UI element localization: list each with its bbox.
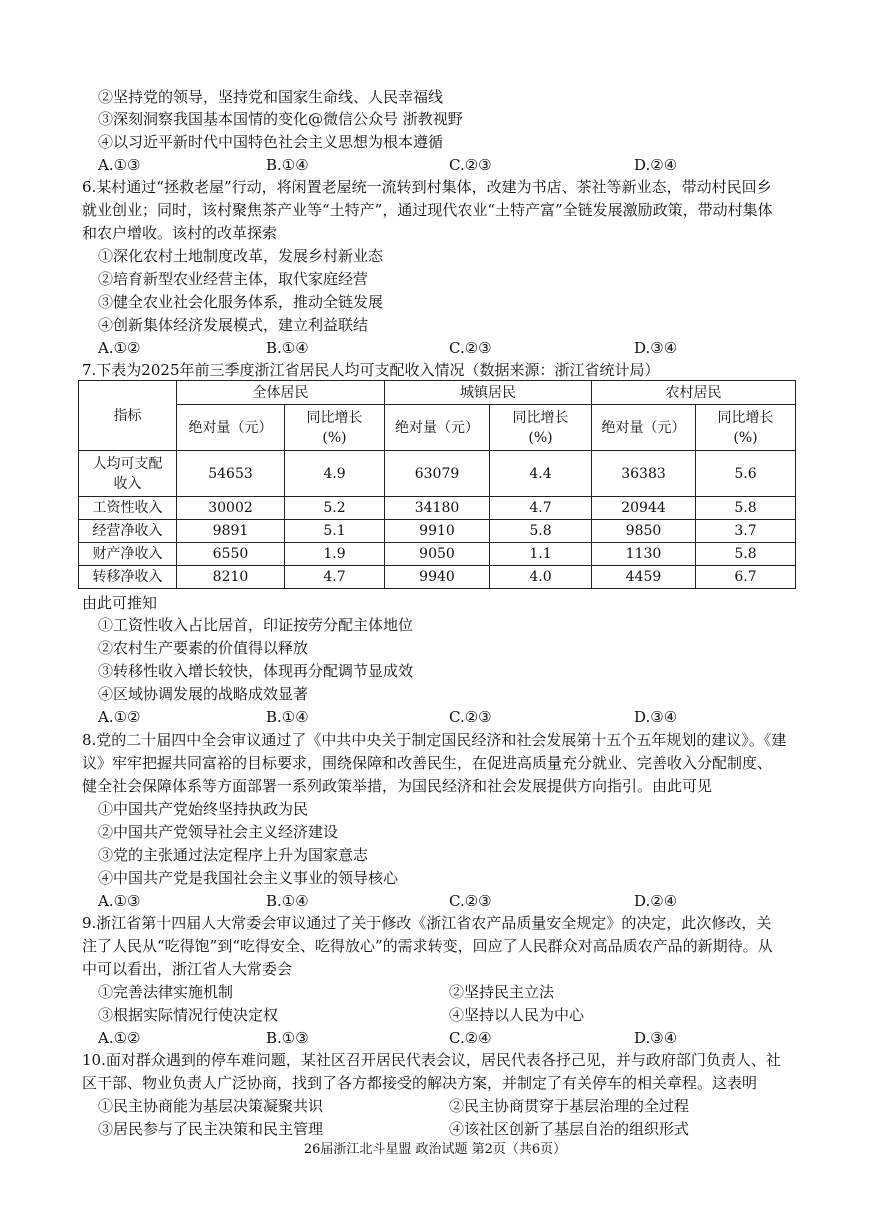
option-item: ③深刻洞察我国基本国情的变化@微信公众号 浙教视野 (98, 110, 463, 128)
table-cell: 4459 (592, 566, 696, 589)
choice-c: C.②③ (449, 708, 492, 726)
choice-b: B.①④ (266, 156, 309, 174)
table-cell: 9891 (177, 520, 285, 543)
option-item: ④中国共产党是我国社会主义事业的领导核心 (98, 869, 399, 887)
table-subheader-growth: 同比增长 (%) (490, 405, 592, 451)
table-cell: 30002 (177, 497, 285, 520)
table-cell: 4.4 (490, 451, 592, 497)
table-group-header: 城镇居民 (385, 381, 592, 405)
option-item: ②民主协商贯穿于基层治理的全过程 (449, 1097, 690, 1115)
option-item: ④坚持以人民为中心 (449, 1006, 585, 1024)
table-row-label: 工资性收入 (79, 497, 177, 520)
question-6-stem: 6.某村通过“拯救老屋”行动，将闲置老屋统一流转到村集体，改建为书店、茶社等新业态，带动村民回乡 (82, 178, 772, 196)
choice-b: B.①④ (266, 892, 309, 910)
question-9-stem: 注了人民从“吃得饱”到“吃得安全、吃得放心”的需求转变，回应了人民群众对高品质农产品的新期待。从 (82, 937, 773, 955)
option-item: ①深化农村土地制度改革，发展乡村新业态 (98, 247, 384, 265)
choice-a: A.①② (98, 1029, 141, 1047)
question-6-stem: 就业创业；同时，该村聚焦茶产业等“土特产”，通过现代农业“土特产富”全链发展激励政策，带动村集体 (82, 201, 773, 219)
table-cell: 4.7 (490, 497, 592, 520)
table-row-label: 转移净收入 (79, 566, 177, 589)
option-item: ③居民参与了民主决策和民主管理 (98, 1120, 324, 1138)
table-row-label: 经营净收入 (79, 520, 177, 543)
table-cell: 4.9 (285, 451, 385, 497)
option-item: ④区域协调发展的战略成效显著 (98, 685, 309, 703)
table-subheader-abs: 绝对量（元） (592, 405, 696, 451)
option-item: ③党的主张通过法定程序上升为国家意志 (98, 846, 369, 864)
table-group-header: 农村居民 (592, 381, 796, 405)
table-row (79, 543, 796, 566)
option-item: ③根据实际情况行使决定权 (98, 1006, 279, 1024)
question-10-stem: 区干部、物业负责人广泛协商，找到了各方都接受的解决方案，并制定了有关停车的相关章程。这表明 (82, 1074, 758, 1092)
option-item: ②培育新型农业经营主体，取代家庭经营 (98, 270, 369, 288)
table-cell: 5.8 (696, 497, 796, 520)
choice-c: C.②③ (449, 892, 492, 910)
table-cell: 3.7 (696, 520, 796, 543)
question-7-stem: 7.下表为2025年前三季度浙江省居民人均可支配收入情况（数据来源：浙江省统计局） (82, 361, 660, 379)
option-item: ①中国共产党始终坚持执政为民 (98, 800, 309, 818)
table-cell: 9910 (385, 520, 490, 543)
option-item: ②中国共产党领导社会主义经济建设 (98, 823, 339, 841)
table-row (79, 520, 796, 543)
table-subheader-abs: 绝对量（元） (385, 405, 490, 451)
choice-d: D.③④ (634, 708, 678, 726)
table-cell: 4.0 (490, 566, 592, 589)
option-item: ②坚持民主立法 (449, 983, 555, 1001)
table-cell: 5.8 (490, 520, 592, 543)
question-9-stem: 9.浙江省第十四届人大常委会审议通过了关于修改《浙江省农产品质量安全规定》的决定，此次修改，关 (82, 914, 772, 932)
question-10-stem: 10.面对群众遇到的停车难问题，某社区召开居民代表会议，居民代表各抒己见，并与政府部门负责人、社 (82, 1051, 781, 1069)
table-row (79, 451, 796, 497)
choice-a: A.①② (98, 708, 141, 726)
question-6-stem: 和农户增收。该村的改革探索 (82, 224, 278, 242)
choice-b: B.①③ (266, 1029, 309, 1047)
table-cell: 20944 (592, 497, 696, 520)
choice-d: D.②④ (634, 892, 678, 910)
table-cell: 8210 (177, 566, 285, 589)
table-cell: 5.1 (285, 520, 385, 543)
option-item: ①工资性收入占比居首，印证按劳分配主体地位 (98, 616, 414, 634)
option-item: ③健全农业社会化服务体系，推动全链发展 (98, 293, 384, 311)
choice-a: A.①③ (98, 892, 141, 910)
question-7-lead: 由此可推知 (82, 594, 158, 612)
choice-d: D.②④ (634, 156, 678, 174)
option-item: ①完善法律实施机制 (98, 983, 234, 1001)
option-item: ④以习近平新时代中国特色社会主义思想为根本遵循 (98, 133, 444, 151)
table-cell: 9850 (592, 520, 696, 543)
question-8-stem: 健全社会保障体系等方面部署一系列政策举措，为国民经济和社会发展提供方向指引。由此可见 (82, 777, 713, 795)
choice-a: A.①② (98, 339, 141, 357)
table-cell: 4.7 (285, 566, 385, 589)
table-header-indicator: 指标 (79, 381, 177, 451)
table-cell: 36383 (592, 451, 696, 497)
table-cell: 5.6 (696, 451, 796, 497)
choice-b: B.①④ (266, 339, 309, 357)
choice-a: A.①③ (98, 156, 141, 174)
option-item: ④创新集体经济发展模式，建立利益联结 (98, 316, 369, 334)
table-subheader-abs: 绝对量（元） (177, 405, 285, 451)
table-group-header: 全体居民 (177, 381, 385, 405)
table-row (79, 497, 796, 520)
option-item: ①民主协商能为基层决策凝聚共识 (98, 1097, 324, 1115)
choice-b: B.①④ (266, 708, 309, 726)
choice-c: C.②③ (449, 339, 492, 357)
table-row-label: 财产净收入 (79, 543, 177, 566)
table-cell: 5.2 (285, 497, 385, 520)
choice-d: D.③④ (634, 1029, 678, 1047)
question-9-stem: 中可以看出，浙江省人大常委会 (82, 960, 293, 978)
table-cell: 1.1 (490, 543, 592, 566)
table-subheader-growth: 同比增长 (%) (285, 405, 385, 451)
page-footer: 26届浙江北斗星盟 政治试题 第2页（共6页） (303, 1142, 567, 1157)
table-cell: 54653 (177, 451, 285, 497)
table-row-label: 人均可支配 收入 (79, 451, 177, 497)
choice-d: D.③④ (634, 339, 678, 357)
choice-c: C.②④ (449, 1029, 492, 1047)
table-row (79, 566, 796, 589)
question-8-stem: 8.党的二十届四中全会审议通过了《中共中央关于制定国民经济和社会发展第十五个五年规划的建议》。《建 (82, 731, 787, 749)
income-table (78, 380, 796, 589)
option-item: ②坚持党的领导，坚持党和国家生命线、人民幸福线 (98, 88, 444, 106)
table-cell: 6550 (177, 543, 285, 566)
table-cell: 63079 (385, 451, 490, 497)
option-item: ②农村生产要素的价值得以释放 (98, 639, 309, 657)
table-subheader-growth: 同比增长 (%) (696, 405, 796, 451)
option-item: ④该社区创新了基层自治的组织形式 (449, 1120, 690, 1138)
table-cell: 6.7 (696, 566, 796, 589)
choice-c: C.②③ (449, 156, 492, 174)
table-cell: 1130 (592, 543, 696, 566)
option-item: ③转移性收入增长较快，体现再分配调节显成效 (98, 662, 414, 680)
table-cell: 9050 (385, 543, 490, 566)
table-cell: 34180 (385, 497, 490, 520)
table-cell: 1.9 (285, 543, 385, 566)
table-cell: 5.8 (696, 543, 796, 566)
question-8-stem: 议》牢牢把握共同富裕的目标要求，围绕保障和改善民生，在促进高质量充分就业、完善收入分配制度、 (82, 754, 773, 772)
table-cell: 9940 (385, 566, 490, 589)
